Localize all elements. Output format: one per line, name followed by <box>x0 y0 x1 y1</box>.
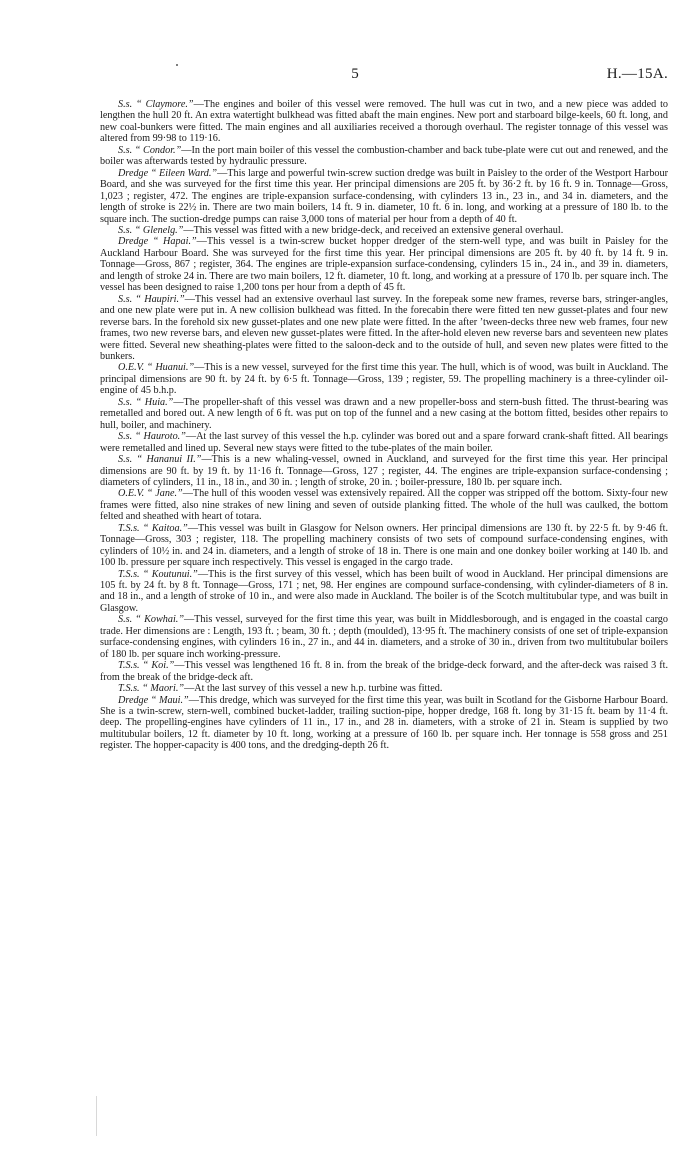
paragraph-eileen-ward <box>100 168 668 225</box>
paragraph-maui <box>100 695 668 752</box>
paragraph-text: —The propeller-shaft of this vessel was drawn and a new propeller-boss and stern-bush fitted. The thrust-bearing was remetalled and bored out. A new length of 6 ft. was put on top of the funnel and a new casing at the bottom fitted, besides other repairs to hull, boiler, and machinery. <box>100 396 668 431</box>
paragraph-koutunui <box>100 569 668 615</box>
vessel-name: S.s. “ Condor.” <box>118 144 182 156</box>
paragraph-hananui-ii <box>100 454 668 488</box>
page-speck <box>176 64 178 66</box>
vessel-name: Dredge “ Maui.” <box>118 694 189 706</box>
scan-mark <box>96 1096 97 1136</box>
paragraph-text: —This vessel was lengthened 16 ft. 8 in. from the break of the bridge-deck forward, and the after-deck was raised 3 ft. from the break of the bridge-deck aft. <box>100 660 668 683</box>
vessel-name: S.s. “ Hananui II.” <box>118 454 202 466</box>
paragraph-text: —This dredge, which was surveyed for the first time this year, was built in Scotland for the Gisborne Harbour Board. She is a twin-screw, stern-well, combined bucket-ladder, trailing suction-pipe, hopper dredge, 168 ft. long by 31·15 ft. beam by 11·4 ft. deep. The propelling-engines have cylinders of 11 in., 17 in., and 28 in. diameters, with a stroke of 21 in. Steam is supplied by two multitubular boilers, 12 ft. diameter by 10 ft. long, working at a pressure of 160 lb. per square inch. Her tonnage is 558 gross and 251 register. The hopper-capacity is 400 tons, and the dredging-depth 26 ft. <box>100 694 668 752</box>
paragraph-hapai <box>100 236 668 293</box>
paragraph-koi <box>100 660 668 683</box>
paragraph-claymore <box>100 99 668 145</box>
vessel-name: T.S.s. “ Koi.” <box>118 660 175 672</box>
paragraph-text: —This is a new vessel, surveyed for the first time this year. The hull, which is of wood, was built in Auckland. The principal dimensions are 90 ft. by 24 ft. by 6·5 ft. Tonnage—Gross, 139 ; register, 59. The propelling machinery is a three-cylinder oil-engine of 45 b.h.p. <box>100 362 668 397</box>
vessel-name: Dredge “ Hapai.” <box>118 236 197 248</box>
paragraph-text: —This vessel was built in Glasgow for Nelson owners. Her principal dimensions are 130 ft. by 22·5 ft. by 9·46 ft. Tonnage—Gross, 303 ; register, 118. The propelling machinery consists of two sets of compound surface-condensing engines, with cylinders of 10½ in. and 24 in. diameters, and a length of stroke of 18 in. There is one main and one donkey boiler working at 140 lb. and 100 lb. pressure per square inch respectively. This vessel is engaged in the cargo trade. <box>100 522 668 569</box>
paragraph-text: —This is a new whaling-vessel, owned in Auckland, and surveyed for the first time this year. Her principal dimensions are 90 ft. by 19 ft. by 11·16 ft. Tonnage—Gross, 127 ; register, 44. The engines are triple-expansion surface-condensing ; diameters of cylinders, 11 in., 18 in., and 30 in. ; length of stroke, 20 in. ; boiler-pressure, 180 lb. per square inch. <box>100 454 668 488</box>
paragraph-hauroto <box>100 431 668 454</box>
vessel-name: S.s. “ Haupiri.” <box>118 293 185 305</box>
paragraph-text: —This vessel had an extensive overhaul last survey. In the forepeak some new frames, reverse bars, stringer-angles, and one new plate were put in. A new collision bulkhead was fitted. In the forecabin there were fitted ten new gusset-plates and four new reverse bars. In the forehold six new gusset-plates and one new plate were fitted. In the after ’tween-decks three new web frames, four new frames, two new reverse bars, and eleven new gusset-plates were fitted. In the after-hold eleven new reverse bars and seventeen new plates were fitted. Several new sheathing-plates were fitted to the saloon-deck and to the outside of hull, and seven new plates were fitted to the bunkers. <box>100 293 668 362</box>
paragraph-haupiri <box>100 294 668 363</box>
paragraph-text: —This vessel, surveyed for the first time this year, was built in Middlesborough, and is engaged in the coastal cargo trade. Her dimensions are : Length, 193 ft. ; beam, 30 ft. ; depth (moulded), 13·95 ft. The machinery consists of one set of triple-expansion surface-condensing engines, with cylinders 16 in., 27 in., and 44 in. diameters, and a stroke of 30 in., driven from two multitubular boilers of 180 lb. per square inch working-pressure. <box>100 614 668 660</box>
page-number: 5 <box>351 66 359 82</box>
vessel-name: S.s. “ Glenelg.” <box>118 224 184 236</box>
vessel-name: T.S.s. “ Maori.” <box>118 683 185 695</box>
paragraph-condor <box>100 145 668 168</box>
paragraph-text: —The hull of this wooden vessel was extensively repaired. All the copper was stripped off the bottom. Sixty-four new frames were fitted, also nine strakes of new lining and seven of outside planking fitted. The whole of the hull was caulked, the bottom felted and sheathed with heart of totara. <box>100 488 668 523</box>
vessel-name: T.S.s. “ Koutunui.” <box>118 568 198 580</box>
report-body <box>100 99 668 752</box>
paragraph-jane <box>100 488 668 522</box>
paragraph-text: —At the last survey of this vessel a new h.p. turbine was fitted. <box>184 683 443 695</box>
paragraph-kaitoa <box>100 523 668 569</box>
vessel-name: S.s. “ Claymore.” <box>118 99 194 110</box>
paragraph-maori <box>100 683 668 694</box>
paragraph-text: —At the last survey of this vessel the h.p. cylinder was bored out and a spare forward crank-shaft fitted. All bearings were remetalled and lined up. Several new stays were fitted to the tube-plates of the main boiler. <box>100 431 668 454</box>
paragraph-text: —This vessel was fitted with a new bridge-deck, and received an extensive general overhaul. <box>183 224 564 236</box>
vessel-name: S.s. “ Huia.” <box>118 396 174 408</box>
paragraph-kowhai <box>100 614 668 660</box>
vessel-name: T.S.s. “ Kaitoa.” <box>118 522 188 534</box>
paragraph-huanui <box>100 362 668 396</box>
paragraph-text: —This vessel is a twin-screw bucket hopper dredger of the stern-well type, and was built in Paisley for the Auckland Harbour Board. She was surveyed for the first time this year. Her principal dimensions are 205 ft. by 40 ft. by 14 ft. 9 in. Tonnage—Gross, 867 ; register, 364. The engines are triple-expansion surface-condensing, cylinders 15 in., 24 in., and 39 in. diameters, and length of stroke 24 in. There are two main boilers, 12 ft. diameter, 10 ft. long, and working at a pressure of 170 lb. per square inch. The vessel has been designed to raise 1,200 tons per hour from a depth of 45 ft. <box>100 236 668 294</box>
document-reference: H.—15A. <box>606 66 668 82</box>
paragraph-text: —This is the first survey of this vessel, which has been built of wood in Auckland. Her principal dimensions are 105 ft. by 24 ft. by 8 ft. Tonnage—Gross, 171 ; net, 98. Her engines are compound surface-condensing, with cylinder-diameters of 8 in. and 18 in., and a length of stroke of 10 in., and were also made in Auckland. The boiler is of the Scotch multitubular type, and was built in Glasgow. <box>100 568 668 614</box>
paragraph-text: —In the port main boiler of this vessel the combustion-chamber and back tube-plate were cut out and renewed, and the boiler was afterwards tested by hydraulic pressure. <box>100 144 668 168</box>
vessel-name: O.E.V. “ Jane.” <box>118 488 183 500</box>
paragraph-text: —This large and powerful twin-screw suction dredge was built in Paisley to the order of the Westport Harbour Board, and she was surveyed for the first time this year. Her principal dimensions are 205 ft. by 36·2 ft. by 16 ft. 9 in. Tonnage—Gross, 1,023 ; register, 472. The engines are triple-expansion surface-condensing, with cylinders 13 in., 23 in., and 34 in. diameters, and the length of stroke is 22½ in. There are two main boilers, 14 ft. 9 in. diameter, 10 ft. 6 in. long, and working at a pressure of 180 lb. to the square inch. The suction-dredge pumps can raise 3,000 tons of material per hour from a depth of 40 ft. <box>100 167 668 225</box>
vessel-name: S.s. “ Hauroto.” <box>118 431 186 443</box>
vessel-name: O.E.V. “ Huanui.” <box>118 362 195 374</box>
vessel-name: S.s. “ Kowhai.” <box>118 614 184 626</box>
paragraph-text: —The engines and boiler of this vessel were removed. The hull was cut in two, and a new piece was added to lengthen the hull 20 ft. An extra watertight bulkhead was fitted abaft the main engines. New port and starboard bilge-keels, 60 ft. long, and new coal-bunkers were fitted. The main engines and all auxiliaries received a thorough overhaul. The register tonnage of this vessel was altered from 99·98 to 119·16. <box>100 99 668 145</box>
paragraph-glenelg <box>100 225 668 236</box>
vessel-name: Dredge “ Eileen Ward.” <box>118 167 218 179</box>
paragraph-huia <box>100 397 668 431</box>
